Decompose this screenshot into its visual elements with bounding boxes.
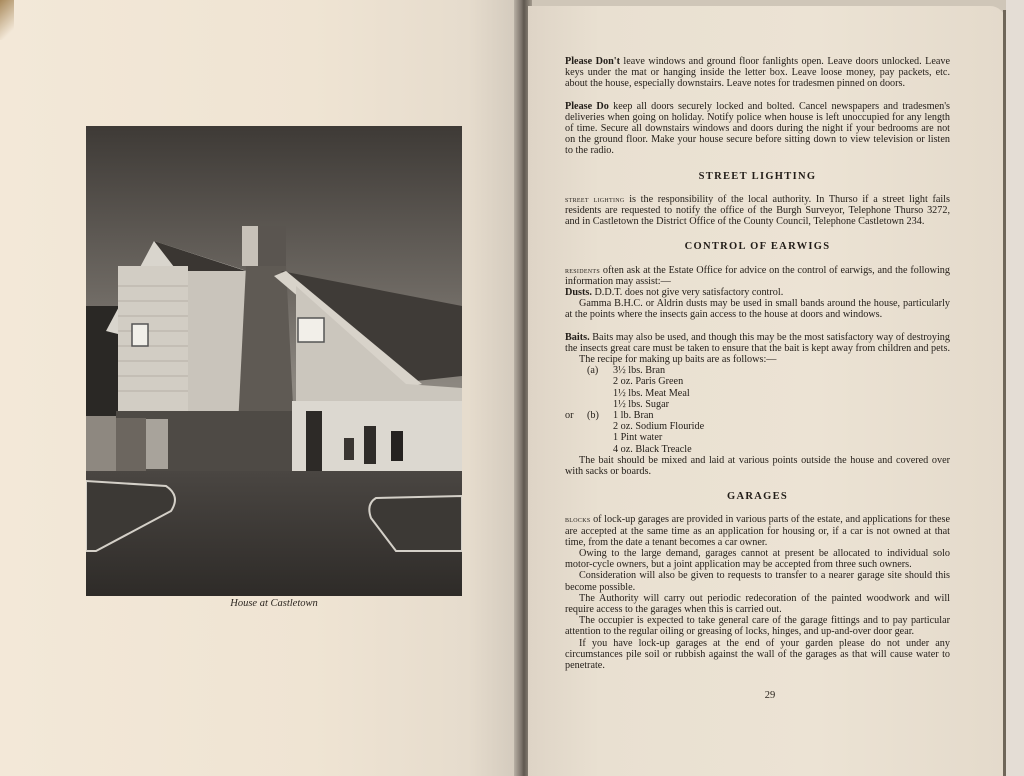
do-text: keep all doors securely locked and bolted. Cancel newspapers and tradesmen's deliveries when going on holiday. Notify police when house is left unoccupied for any length of time. Secure all downstairs windows and doors during the night if your bedrooms are not on the ground floor. Make your house secure before sitting down to view television or listen to the radio. bbox=[565, 100, 950, 157]
heading-garages: GARAGES bbox=[726, 491, 789, 503]
security-do-paragraph bbox=[565, 101, 950, 157]
garages-paragraph: Owing to the large demand, garages cannot at present be allocated to individual solo motor-cycle owners, but a joint application may be accepted from three such owners. bbox=[565, 547, 950, 571]
heading-street-lighting: STREET LIGHTING bbox=[698, 170, 817, 182]
recipe-list bbox=[565, 365, 950, 455]
dusts-text: D.D.T. does not give very satisfactory control. bbox=[591, 287, 784, 299]
photo-caption: House at Castletown bbox=[230, 598, 318, 609]
street-lighting-lead: street lighting bbox=[565, 193, 625, 204]
garages-intro bbox=[565, 514, 950, 548]
recipe-a-item: 1½ lbs. Sugar bbox=[613, 398, 670, 410]
garages-paragraph: The occupier is expected to take general care of the garage fittings and to pay particular attention to the regular oiling or greasing of locks, hinges, and up-and-over door gear. bbox=[565, 615, 950, 638]
garages-paragraph: Consideration will also be given to requests to transfer to a nearer garage site should this become possible. bbox=[565, 570, 950, 593]
garages-text: of lock-up garages are provided in various parts of the estate, and applications for these are accepted at the same time as an application for housing or, if a car is not owned at that time, from the date a tenant becomes a car owner. bbox=[565, 514, 950, 548]
recipe-intro: The recipe for making up baits are as follows:— bbox=[579, 354, 777, 366]
dusts-paragraph bbox=[565, 287, 950, 298]
recipe-b-item: 2 oz. Sodium Flouride bbox=[613, 421, 705, 433]
recipe-b-item: 1 Pint water bbox=[613, 432, 663, 444]
recipe-a-item: 2 oz. Paris Green bbox=[613, 376, 684, 388]
garages-lead: blocks bbox=[565, 514, 591, 525]
street-lighting-paragraph bbox=[565, 194, 950, 228]
dont-text: leave windows and ground floor fanlights open. Leave doors unlocked. Leave keys under the mat or hanging inside the letter box. Leave loose money, pay packets, etc. about the house, especially downstairs. Leave notes for tradesmen pinned on doors. bbox=[565, 56, 950, 90]
bait-closing: The bait should be mixed and laid at various points outside the house and covered over with sacks or boards. bbox=[565, 454, 950, 477]
recipe-b-item: 4 oz. Black Treacle bbox=[613, 443, 692, 455]
heading-earwigs: CONTROL OF EARWIGS bbox=[684, 241, 831, 253]
recipe-a-item: 1½ lbs. Meat Meal bbox=[613, 387, 690, 399]
earwigs-intro-lead: residents bbox=[565, 264, 601, 275]
garages-paragraph: If you have lock-up garages at the end of your garden please do not under any circumstances pile soil or rubbish against the wall of the garages as that will cause water to penetrate. bbox=[565, 637, 950, 672]
page-text bbox=[565, 56, 950, 671]
recipe-a-item: (a) 3½ lbs. Bran bbox=[587, 365, 666, 377]
recipe-b-item: or (b) 1 lb. Bran bbox=[565, 410, 654, 422]
gamma-paragraph: Gamma B.H.C. or Aldrin dusts may be used in small bands around the house, particularly at the points where the insects gain access to the house at doors and windows. bbox=[565, 298, 950, 321]
background-surface bbox=[1006, 0, 1024, 776]
street-lighting-text: is the responsibility of the local authority. In Thurso if a street light fails residents are requested to notify the office of the Burgh Surveyor, Telephone Thurso 3272, and in Castletown the District Office of the County Council, Telephone Castletown 234. bbox=[565, 193, 950, 228]
house-photo-image bbox=[86, 126, 462, 596]
baits-lead: Baits. bbox=[565, 331, 590, 343]
baits-paragraph bbox=[565, 332, 950, 354]
dusts-lead: Dusts. bbox=[565, 287, 592, 299]
security-dont-paragraph bbox=[565, 56, 950, 90]
baits-text: Baits may also be used, and though this may be the most satisfactory way of destroying the insects great care must be taken to ensure that the bait is kept away from children and pets. bbox=[565, 331, 951, 354]
earwigs-intro bbox=[565, 265, 950, 287]
house-photo bbox=[86, 126, 462, 596]
dont-lead: Please Don't bbox=[565, 56, 620, 67]
garages-paragraph: The Authority will carry out periodic redecoration of the painted woodwork and will require access to the garages when this is carried out. bbox=[565, 592, 950, 615]
do-lead: Please Do bbox=[565, 100, 609, 112]
page-number: 29 bbox=[764, 690, 776, 701]
earwigs-intro-text: often ask at the Estate Office for advice on the control of earwigs, and the following information may assist:— bbox=[565, 264, 950, 287]
